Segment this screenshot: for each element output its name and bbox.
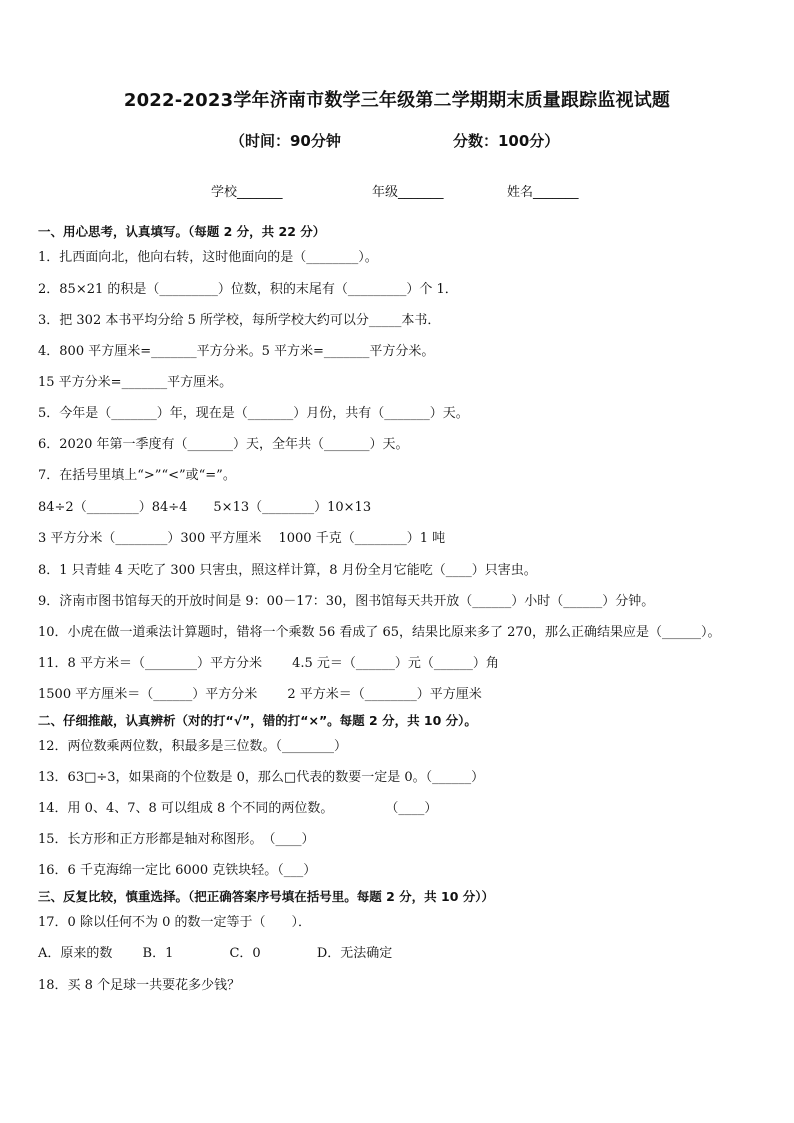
question-7-row-1: 84÷2（________）84÷4 5×13（________）10×13 bbox=[38, 500, 372, 515]
question-10: 10．小虎在做一道乘法计算题时，错将一个乘数 56 看成了 65，结果比原来多了 270，那么正确结果应是（______）。 bbox=[38, 625, 721, 640]
question-18: 18．买 8 个足球一共要花多少钱？ bbox=[38, 978, 241, 993]
question-12: 12．两位数乘两位数，积最多是三位数。（________） bbox=[38, 739, 348, 754]
question-15: 15．长方形和正方形都是轴对称图形。 （____） bbox=[38, 832, 315, 847]
question-14: 14．用 0、4、7、8 可以组成 8 个不同的两位数。 （____） bbox=[38, 801, 438, 816]
section-3-header: 三、反复比较，慎重选择。（把正确答案序号填在括号里。每题 2 分，共 10 分）） bbox=[38, 889, 495, 904]
question-5: 5．今年是（_______）年，现在是（_______）月份，共有（_______）天。 bbox=[38, 406, 469, 421]
question-1: 1．扎西面向北，他向右转，这时他面向的是（________）。 bbox=[38, 250, 378, 265]
name-field[interactable]: 姓名_______ bbox=[507, 185, 579, 200]
question-9: 9．济南市图书馆每天的开放时间是 9：00－17：30，图书馆每天共开放（______）小时（______）分钟。 bbox=[38, 594, 655, 609]
question-16: 16．6 千克海绵一定比 6000 克铁块轻。（___） bbox=[38, 863, 317, 878]
exam-time: （时间：90分钟 bbox=[230, 132, 341, 150]
question-17-options: A．原来的数 B．1 C．0 D．无法确定 bbox=[38, 946, 393, 961]
question-7: 7．在括号里填上“>”“<”或“=”。 bbox=[38, 468, 236, 483]
question-4: 4．800 平方厘米=_______平方分米。5 平方米=_______平方分米。 bbox=[38, 344, 435, 359]
question-3: 3．把 302 本书平均分给 5 所学校，每所学校大约可以分_____本书． bbox=[38, 313, 441, 328]
question-4-cont: 15 平方分米=_______平方厘米。 bbox=[38, 375, 233, 390]
section-2-header: 二、仔细推敲，认真辨析（对的打“√”，错的打“×”。每题 2 分，共 10 分）。 bbox=[38, 713, 477, 728]
page-title: 2022-2023学年济南市数学三年级第二学期期末质量跟踪监视试题 bbox=[123, 90, 671, 111]
exam-score: 分数：100分） bbox=[453, 132, 560, 150]
section-1-header: 一、用心思考，认真填写。（每题 2 分，共 22 分） bbox=[38, 224, 326, 239]
question-7-row-2: 3 平方分米（________）300 平方厘米 1000 千克（________）1 吨 bbox=[38, 531, 446, 546]
question-8: 8．1 只青蛙 4 天吃了 300 只害虫，照这样计算，8 月份全月它能吃（____）只害虫。 bbox=[38, 563, 537, 578]
question-11: 11．8 平方米＝（________）平方分米 4.5 元＝（______）元（______）角 bbox=[38, 656, 499, 671]
question-11-cont: 1500 平方厘米＝（______）平方分米 2 平方米＝（________）平方厘米 bbox=[38, 687, 482, 702]
grade-field[interactable]: 年级_______ bbox=[372, 185, 444, 200]
question-2: 2．85×21 的积是（_________）位数，积的末尾有（_________）个 1． bbox=[38, 282, 458, 297]
question-17: 17．0 除以任何不为 0 的数一定等于（ ）． bbox=[38, 915, 311, 930]
question-13: 13．63□÷3，如果商的个位数是 0，那么□代表的数要一定是 0。（______） bbox=[38, 770, 485, 785]
school-field[interactable]: 学校_______ bbox=[211, 185, 283, 200]
question-6: 6．2020 年第一季度有（_______）天，全年共（_______）天。 bbox=[38, 437, 409, 452]
